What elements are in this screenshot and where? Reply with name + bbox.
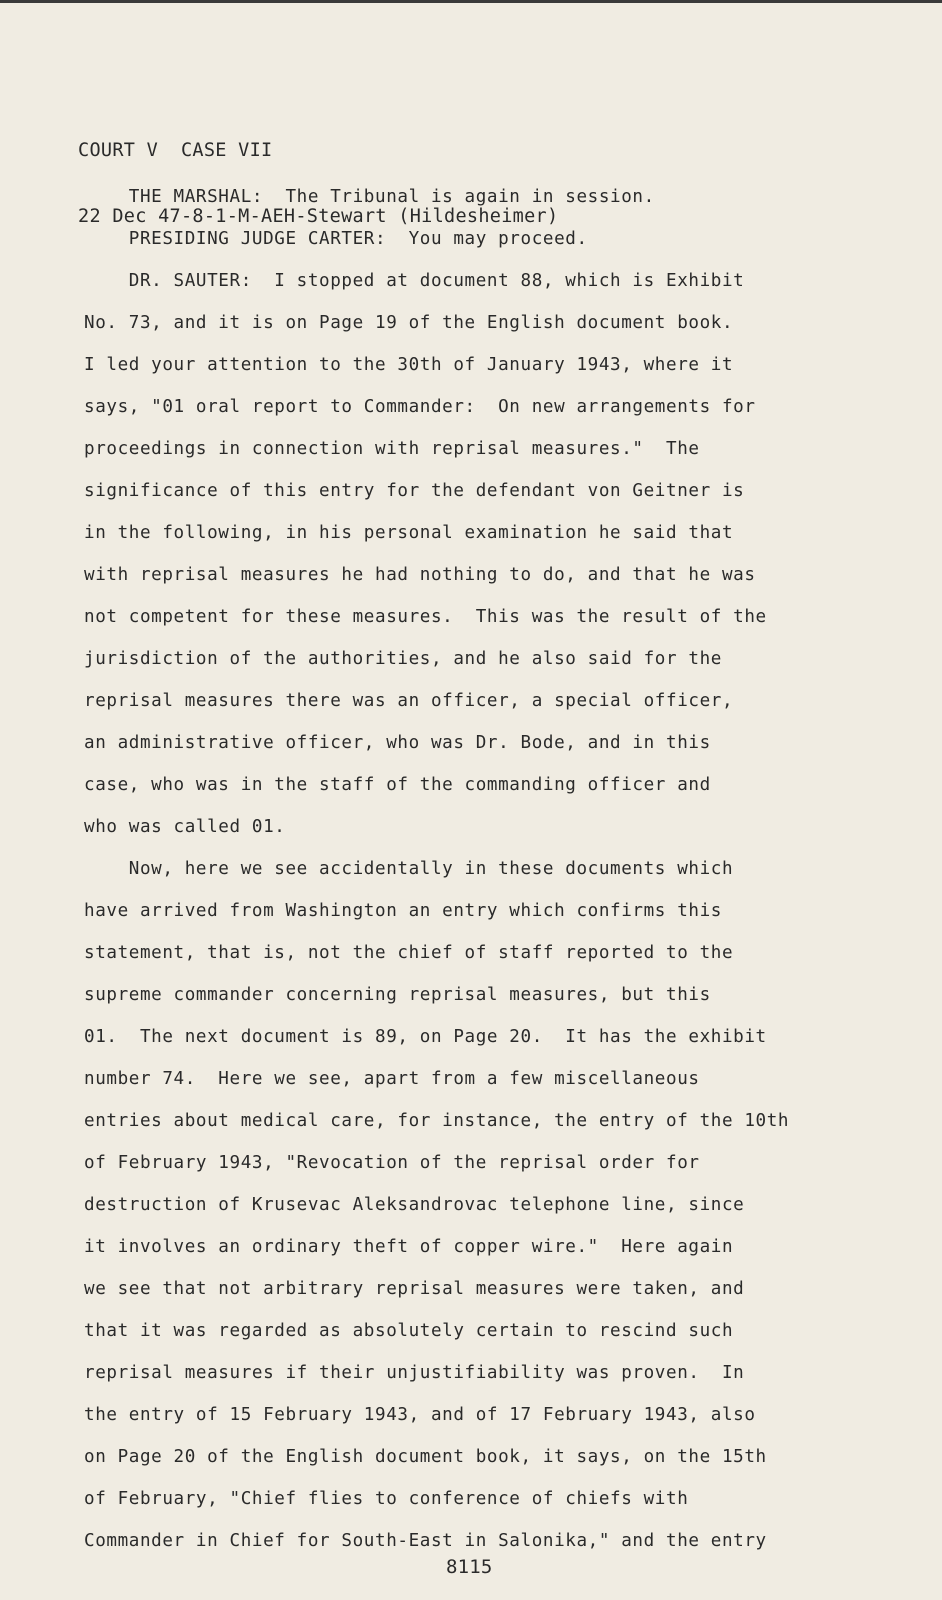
transcript-line: destruction of Krusevac Aleksandrovac telephone line, since [84,1195,745,1215]
transcript-line: number 74. Here we see, apart from a few miscellaneous [84,1069,700,1089]
page-number: 8115 [446,1556,493,1578]
transcript-line: says, "01 oral report to Commander: On new arrangements for [84,397,756,417]
transcript-line: we see that not arbitrary reprisal measures were taken, and [84,1279,745,1299]
transcript-line: not competent for these measures. This was the result of the [84,607,767,627]
transcript-line: supreme commander concerning reprisal measures, but this [84,985,711,1005]
transcript-line: entries about medical care, for instance, the entry of the 10th [84,1111,790,1131]
transcript-line: with reprisal measures he had nothing to do, and that he was [84,565,756,585]
transcript-line: of February, "Chief flies to conference of chiefs with [84,1489,689,1509]
transcript-line: in the following, in his personal examination he said that [84,523,734,543]
transcript-line: proceedings in connection with reprisal measures." The [84,439,700,459]
page-top-border [0,0,942,3]
transcript-line: Commander in Chief for South-East in Salonika," and the entry [84,1531,767,1551]
transcript-line: significance of this entry for the defendant von Geitner is [84,481,745,501]
transcript-line: reprisal measures there was an officer, a special officer, [84,691,734,711]
transcript-line: reprisal measures if their unjustifiability was proven. In [84,1363,745,1383]
transcript-line: who was called 01. [84,817,286,837]
transcript-line: on Page 20 of the English document book, it says, on the 15th [84,1447,767,1467]
transcript-line: jurisdiction of the authorities, and he also said for the [84,649,722,669]
transcript-line: 01. The next document is 89, on Page 20. It has the exhibit [84,1027,767,1047]
transcript-line: of February 1943, "Revocation of the reprisal order for [84,1153,700,1173]
transcript-line: THE MARSHAL: The Tribunal is again in session. [84,187,655,207]
transcript-line: that it was regarded as absolutely certain to rescind such [84,1321,734,1341]
transcript-line: the entry of 15 February 1943, and of 17 February 1943, also [84,1405,756,1425]
transcript-line: have arrived from Washington an entry which confirms this [84,901,722,921]
transcript-line: Now, here we see accidentally in these documents which [84,859,734,879]
transcript-line: DR. SAUTER: I stopped at document 88, which is Exhibit [84,271,745,291]
transcript-line: PRESIDING JUDGE CARTER: You may proceed. [84,229,588,249]
transcript-line: I led your attention to the 30th of January 1943, where it [84,355,734,375]
header-court-case: COURT V CASE VII [78,140,273,161]
transcript-line: No. 73, and it is on Page 19 of the English document book. [84,313,734,333]
transcript-line: an administrative officer, who was Dr. Bode, and in this [84,733,711,753]
transcript-line: case, who was in the staff of the commanding officer and [84,775,711,795]
header-date-reporter: 22 Dec 47-8-1-M-AEH-Stewart (Hildesheimer) [78,206,559,227]
transcript-line: it involves an ordinary theft of copper wire." Here again [84,1237,734,1257]
transcript-body [84,176,884,1562]
transcript-line: statement, that is, not the chief of staff reported to the [84,943,734,963]
